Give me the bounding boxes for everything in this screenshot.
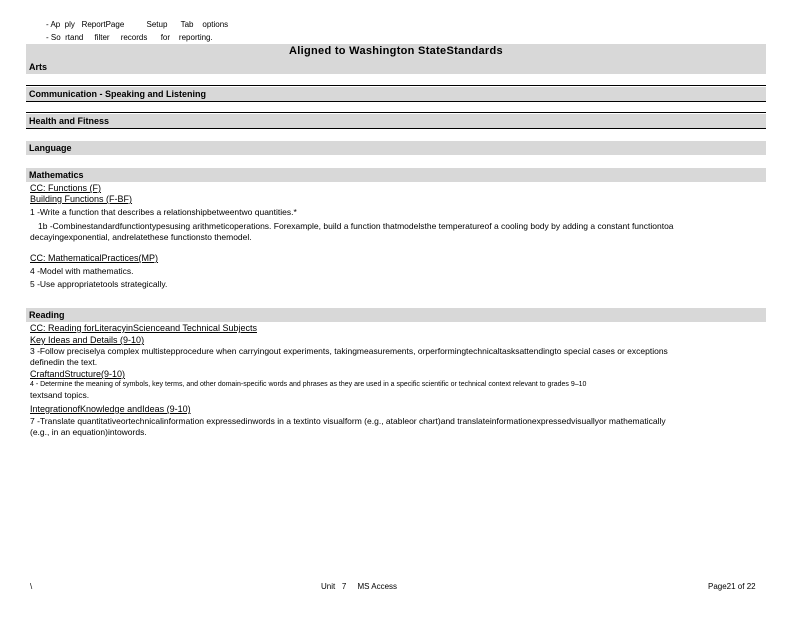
divider — [26, 128, 766, 129]
standard-link[interactable]: Building Functions (F-BF) — [30, 194, 133, 204]
section-language: Language — [26, 141, 766, 155]
title-band — [26, 44, 766, 74]
standard-item: 1 -Write a function that describes a relationshipbetweentwo quantities.* — [30, 207, 297, 217]
standard-item: (e.g., in an equation)intowords. — [30, 427, 147, 437]
section-mathematics: Mathematics — [26, 168, 766, 182]
note-line: - So rtand filter records for reporting. — [46, 33, 213, 42]
divider — [26, 101, 766, 102]
standard-item: 7 -Translate quantitativeortechnicalinformation expressedinwords in a textinto visualform (e.g., atableor chart)and translateinformationexpressedvisuallyor mathematically — [30, 416, 666, 426]
standard-item: 3 -Follow preciselya complex multistepprocedure when carryingout experiments, takingmeasurements, orperformingtechnicaltasksattendingto special cases or exceptions — [30, 346, 668, 356]
footer-unit: Unit 7 MS Access — [321, 582, 398, 591]
standard-link[interactable]: CC: Functions (F) — [30, 183, 102, 193]
section-health: Health and Fitness — [26, 114, 766, 128]
reading-content — [30, 323, 760, 438]
standard-item: 4 - Determine the meaning of symbols, key terms, and other domain-specific words and phrases as they are used in a specific scientific or technical context relevant to grades 9–10 — [30, 381, 587, 388]
footer-left: \ — [30, 582, 33, 591]
standard-link[interactable]: CC: MathematicalPractices(MP) — [30, 253, 159, 263]
footer-page-number: Page21 of 22 — [708, 582, 756, 591]
standard-item: 4 -Model with mathematics. — [30, 266, 134, 276]
standard-link[interactable]: CC: Reading forLiteracyinScienceand Technical Subjects — [30, 323, 257, 333]
section-reading: Reading — [26, 308, 766, 322]
section-communication: Communication - Speaking and Listening — [26, 87, 766, 101]
divider — [26, 112, 766, 113]
instruction-notes — [46, 18, 228, 44]
mathematics-content — [30, 183, 760, 290]
divider — [26, 85, 766, 86]
note-line: - Ap ply ReportPage Setup Tab options — [46, 20, 229, 29]
standard-item: decayingexponential, andrelatethese functionsto themodel. — [30, 232, 252, 242]
standard-link[interactable]: IntegrationofKnowledge andIdeas (9-10) — [30, 404, 191, 414]
section-arts: Arts — [29, 62, 48, 72]
page-title: Aligned to Washington StateStandards — [289, 45, 503, 57]
standard-item: 5 -Use appropriatetools strategically. — [30, 279, 168, 289]
standard-link[interactable]: Key Ideas and Details (9-10) — [30, 335, 145, 345]
standard-item: textsand topics. — [30, 390, 90, 400]
standard-item: 1b -Combinestandardfunctiontypesusing arithmeticoperations. Forexample, build a function thatmodelsthe temperatureof a cooling body by adding a constant functiontoa — [38, 221, 674, 231]
standard-item: definedin the text. — [30, 357, 98, 367]
standard-link[interactable]: CraftandStructure(9-10) — [30, 369, 126, 379]
